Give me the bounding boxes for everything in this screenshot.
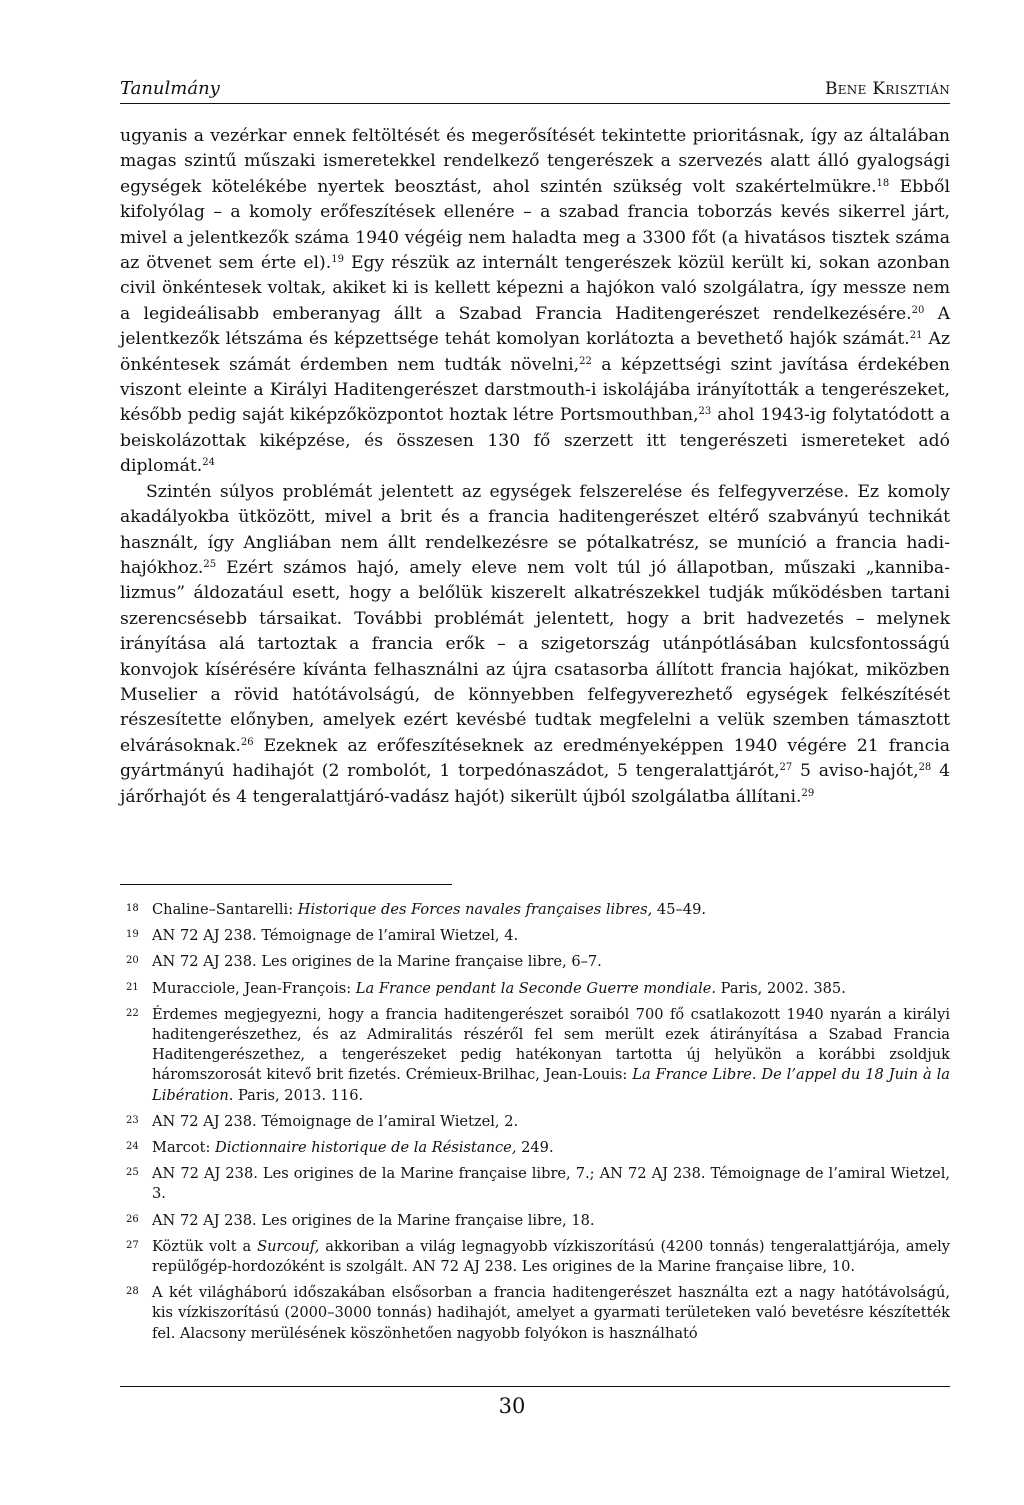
italic-title: La France Libre. De l’appel du 18 Juin à la Libération. [152, 1066, 950, 1104]
footnote-text [152, 900, 950, 920]
text-run: Paris, 2013. 116. [233, 1086, 364, 1104]
footnote-ref: 23 [698, 406, 712, 418]
footnote-separator [120, 884, 452, 885]
text-run: 45–49. [652, 901, 706, 918]
text-run: AN 72 AJ 238. Les origines de la Marine française libre, 7.; AN 72 AJ 238. Témoignage de l’amiral Wietzel, 3. [152, 1165, 950, 1203]
footnote-text [152, 1005, 950, 1106]
footnote-ref: 20 [911, 304, 925, 316]
footnote [120, 1237, 950, 1277]
text-run: Ezért számos hajó, amely eleve nem volt túl jó állapotban, műszaki „kannibalizmus” áldozatául esett, hogy a belőlük kiszerelt alkatrészekkel tudják működésben tartani szerencsésebb társaikat. További problémát jelentett, hogy a brit hadvezetés – melynek irányítása alá tartoztak a francia erők – a szigetország utánpótlásában kulcsfontosságú konvojok kísérésére kívánta felhasználni az újra csatasorba állított francia hajókat, miközben Muselier a rövid hatótávolságú, de könnyebben felfegyverezhető egységek felkészítését részesítette előnyben, amelyek ezért kevésbé tudtak megfelelni a velük szemben támasztott elvárásoknak. [120, 557, 950, 756]
header-author: Bene Krisztián [824, 79, 950, 99]
text-run: ahol 1943-ig folytatódott a beiskolázottak kiképzése, és összesen 130 fő szerzett itt tengerészeti ismereteket adó diplomát. [120, 405, 950, 477]
text-run: 249. [516, 1139, 554, 1157]
text-run: Ebből kifolyólag – a komoly erőfeszítések ellenére – a szabad francia toborzás kevés sikerrel járt, mivel a jelentkezők száma 1940 végéig nem haladta meg a 3300 főt (a hivatásos tisztek száma az ötvenet sem érte el). [120, 176, 950, 274]
text-run: Szintén súlyos problémát jelentett az egységek felszerelése és felfegyverzése. Ez komoly akadályokba ütközött, mivel a brit és a francia haditengerészet eltérő szabványú technikát használt, így Angliában nem állt rendelkezésre se pótalkatrész, se muníció a francia hadihajókhoz. [120, 481, 950, 578]
footnote-ref: 28 [918, 762, 932, 774]
footnote-number: 19 [126, 929, 139, 941]
footnote [120, 1005, 950, 1106]
page [120, 78, 950, 810]
footnote [120, 900, 950, 920]
footnote-ref: 26 [240, 736, 254, 748]
footnote [120, 1211, 950, 1231]
footnote-number: 27 [126, 1239, 139, 1251]
footnote-ref: 27 [779, 762, 793, 774]
footnote-number: 18 [126, 903, 139, 914]
footnote-text [152, 1164, 950, 1204]
footnote-ref: 29 [801, 787, 815, 799]
footnote-text [152, 952, 950, 972]
text-run: Egy részük az internált tengerészek közül került ki, sokan azonban civil önkéntesek voltak, akiket ki is kellett képezni a hajókon való szolgálatra, így messze nem a legideálisabb emberanyag állt a Szabad Francia Haditengerészet rendelkezésére. [120, 253, 950, 324]
footnote-ref: 25 [203, 558, 217, 570]
footnote-number: 26 [126, 1213, 139, 1225]
text-run: Paris, 2002. 385. [716, 979, 846, 997]
italic-title: La France pendant la Seconde Guerre mondiale. [355, 979, 717, 997]
footnote-number: 28 [126, 1286, 139, 1298]
text-run: Ezeknek az erőfeszítéseknek az eredményeképpen 1940 végére 21 francia gyártmányú hadihajót (2 rombolót, 1 torpedónaszádot, 5 tengeralattjárót, [120, 735, 950, 782]
footnote-text [152, 926, 950, 946]
footnote-text [152, 1112, 950, 1132]
bottom-rule [120, 1386, 950, 1387]
footnote-text [152, 1283, 950, 1344]
text-run: A jelentkezők létszáma és képzettsége tehát komolyan korlátozta a bevethető hajók számát. [120, 303, 950, 350]
text-run: a képzettségi szint javítása érdekében viszont eleinte a Királyi Haditengerészet darstmouth-i iskolájába irányították a tengerészeket, később pedig saját kiképzőközpontot hoztak létre Portsmouthban, [120, 354, 950, 426]
footnote [120, 926, 950, 946]
footnote [120, 979, 950, 999]
footnote-ref: 19 [331, 254, 344, 266]
footnote-number: 20 [126, 955, 139, 967]
paragraph [120, 480, 950, 810]
footnote-text [152, 979, 950, 999]
text-run: AN 72 AJ 238. Les origines de la Marine française libre, 6–7. [152, 953, 602, 971]
footnote [120, 1112, 950, 1132]
footnote-ref: 21 [909, 330, 923, 342]
footnote-number: 23 [126, 1114, 139, 1126]
footnote-ref: 22 [579, 355, 592, 367]
text-run: AN 72 AJ 238. Les origines de la Marine française libre, 18. [152, 1211, 595, 1229]
text-run: 5 aviso-hajót, [792, 761, 919, 782]
italic-title: Surcouf, [257, 1237, 320, 1255]
text-run: AN 72 AJ 238. Témoignage de l’amiral Wietzel, 2. [152, 1112, 519, 1130]
footnote [120, 1283, 950, 1344]
footnote-number: 24 [126, 1141, 139, 1153]
footnote-ref: 24 [202, 457, 215, 469]
footnote-number: 22 [126, 1007, 139, 1019]
text-run: akkoriban a világ legnagyobb vízkiszorítású (4200 tonnás) tengeralattjárója, amely repülőgép-hordozóként is szolgált. AN 72 AJ 238. Les origines de la Marine française libre, 10. [152, 1237, 950, 1276]
text-run: Muracciole, Jean-François: [152, 979, 356, 997]
text-run: Az önkéntesek számát érdemben nem tudták növelni, [120, 329, 950, 375]
footnote-ref: 18 [876, 177, 890, 189]
footnote-text [152, 1211, 950, 1231]
footnote [120, 952, 950, 972]
footnote-text [152, 1138, 950, 1158]
italic-title: Historique des Forces navales françaises libres, [297, 901, 653, 918]
footnote-number: 25 [126, 1167, 139, 1179]
footnote-text [152, 1237, 950, 1277]
header-section-title: Tanulmány [120, 78, 220, 99]
italic-title: Dictionnaire historique de la Résistance, [215, 1139, 517, 1157]
paragraph [120, 124, 950, 480]
footnote-number: 21 [126, 981, 139, 993]
text-run: Köztük volt a [152, 1237, 258, 1255]
text-run: A két világháború időszakában elsősorban a francia haditengerészet használta ezt a nagy hatótávolságú, kis vízkiszorítású (2000–3000 tonnás) hadihajót, amelyet a gyarmati területeken való bevetésre készítették fel. Alacsony merülésének köszönhetően nagyobb folyókon is használható [152, 1284, 950, 1342]
body-text [120, 124, 950, 810]
footnote [120, 1164, 950, 1204]
footnote [120, 1138, 950, 1158]
running-header [120, 78, 950, 104]
text-run: Chaline–Santarelli: [152, 901, 298, 918]
footnotes [120, 900, 950, 1350]
page-number: 30 [498, 1394, 526, 1418]
text-run: AN 72 AJ 238. Témoignage de l’amiral Wietzel, 4. [152, 927, 519, 945]
text-run: ugyanis a vezérkar ennek feltöltését és megerősítését tekintette prioritásnak, így az általában magas szintű műszaki ismeretekkel rendelkező tengerészek a szervezés alatt álló gyalogsági egységek kötelékébe nyertek beosztást, ahol szintén szükség volt szakértelmükre. [120, 126, 950, 197]
text-run: 4 járőrhajót és 4 tengeralattjáró-vadász hajót) sikerült újból szolgálatba állítani. [120, 761, 951, 807]
text-run: Marcot: [152, 1139, 215, 1157]
text-run: Érdemes megjegyezni, hogy a francia haditengerészet soraiból 700 fő csatlakozott 1940 nyarán a királyi haditengerészethez, és az Admiralitás részéről fel sem merült ezek átirányítása a Szabad Francia Haditengerészethez, a tengerészeket pedig hatékonyan tartotta új helyükön a korábbi zsoldjuk háromszorosát kitevő brit fizetés. Crémieux-Brilhac, Jean-Louis: [152, 1005, 950, 1084]
